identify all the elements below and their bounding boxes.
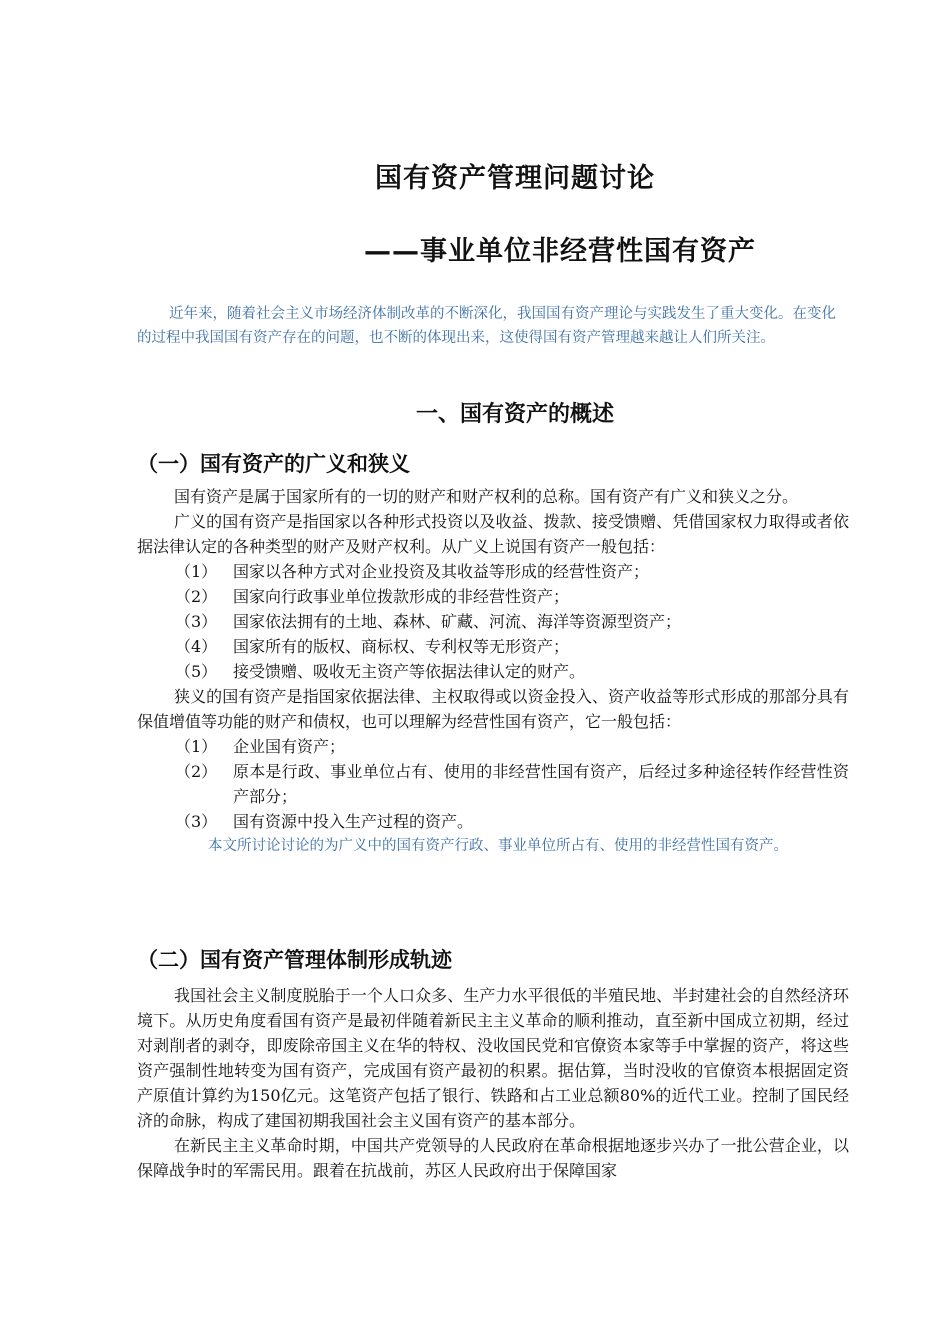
paragraph: 我国社会主义制度脱胎于一个人口众多、生产力水平很低的半殖民地、半封建社会的自然经济环境下。从历史角度看国有资产是最初伴随着新民主主义革命的顺利推动，直至新中国成立初期，经过对剥削者的剥夺，即废除帝国主义在华的特权、没收国民党和官僚资本家等手中掌握的资产，将这些资产强制性地转变为国有资产，完成国有资产最初的积累。据估算，当时没收的官僚资本根据固定资产原值计算约为150亿元。这笔资产包括了银行、铁路和占工业总额80%的近代工业。控制了国民经济的命脉，构成了建国初期我国社会主义国有资产的基本部分。 [137,986,849,1130]
list-text: 国家所有的版权、商标权、专利权等无形资产； [233,637,570,656]
scope-note: 本文所讨论讨论的为广义中的国有资产行政、事业单位所占有、使用的非经营性国有资产。 [208,838,788,854]
list-number: （2） [175,762,218,781]
intro-paragraph: 近年来，随着社会主义市场经济体制改革的不断深化，我国国有资产理论与实践发生了重大变化。在变化的过程中我国国有资产存在的问题，也不断的体现出来，这使得国有资产管理越来越让人们所关注。 [137,306,836,346]
list-number: （4） [175,637,218,656]
list-item [137,809,849,834]
list-text: 国家依法拥有的土地、森林、矿藏、河流、海洋等资源型资产； [233,612,682,631]
paragraph: 广义的国有资产是指国家以各种形式投资以及收益、拨款、接受馈赠、凭借国家权力取得或者依据法律认定的各种类型的财产及财产权利。从广义上说国有资产一般包括： [137,512,849,556]
list-number: （5） [175,662,218,681]
list-item [137,634,849,659]
document-title: 国有资产管理问题讨论 [375,163,655,194]
section-heading-overview: 一、国有资产的概述 [415,402,614,427]
list-item [137,734,849,759]
list-text: 国家以各种方式对企业投资及其收益等形成的经营性资产； [233,562,650,581]
list-text: 国家向行政事业单位拨款形成的非经营性资产； [233,587,570,606]
subsection-heading-broad-narrow: （一）国有资产的广义和狭义 [137,452,410,476]
list-item [137,559,849,584]
subsection-body-broad-narrow [137,484,849,859]
list-number: （3） [175,812,218,831]
paragraph: 国有资产是属于国家所有的一切的财产和财产权利的总称。国有资产有广义和狭义之分。 [174,487,799,506]
list-text: 国有资源中投入生产过程的资产。 [233,812,474,831]
list-text: 接受馈赠、吸收无主资产等依据法律认定的财产。 [233,662,586,681]
document-subtitle: ——事业单位非经营性国有资产 [364,236,756,267]
list-item [137,609,849,634]
list-number: （3） [175,612,218,631]
paragraph: 在新民主主义革命时期，中国共产党领导的人民政府在革命根据地逐步兴办了一批公营企业，以保障战争时的军需民用。跟着在抗战前，苏区人民政府出于保障国家 [137,1136,849,1180]
list-text: 原本是行政、事业单位占有、使用的非经营性国有资产，后经过多种途径转作经营性资产部分； [233,762,849,806]
list-item [137,759,849,809]
list-number: （1） [175,562,218,581]
list-item [137,584,849,609]
subsection-heading-history: （二）国有资产管理体制形成轨迹 [137,948,452,972]
list-text: 企业国有资产； [233,737,346,756]
subsection-body-history [137,983,849,1183]
list-item [137,659,849,684]
list-number: （2） [175,587,218,606]
list-number: （1） [175,737,218,756]
paragraph: 狭义的国有资产是指国家依据法律、主权取得或以资金投入、资产收益等形式形成的那部分具有保值增值等功能的财产和债权，也可以理解为经营性国有资产，它一般包括： [137,687,849,731]
